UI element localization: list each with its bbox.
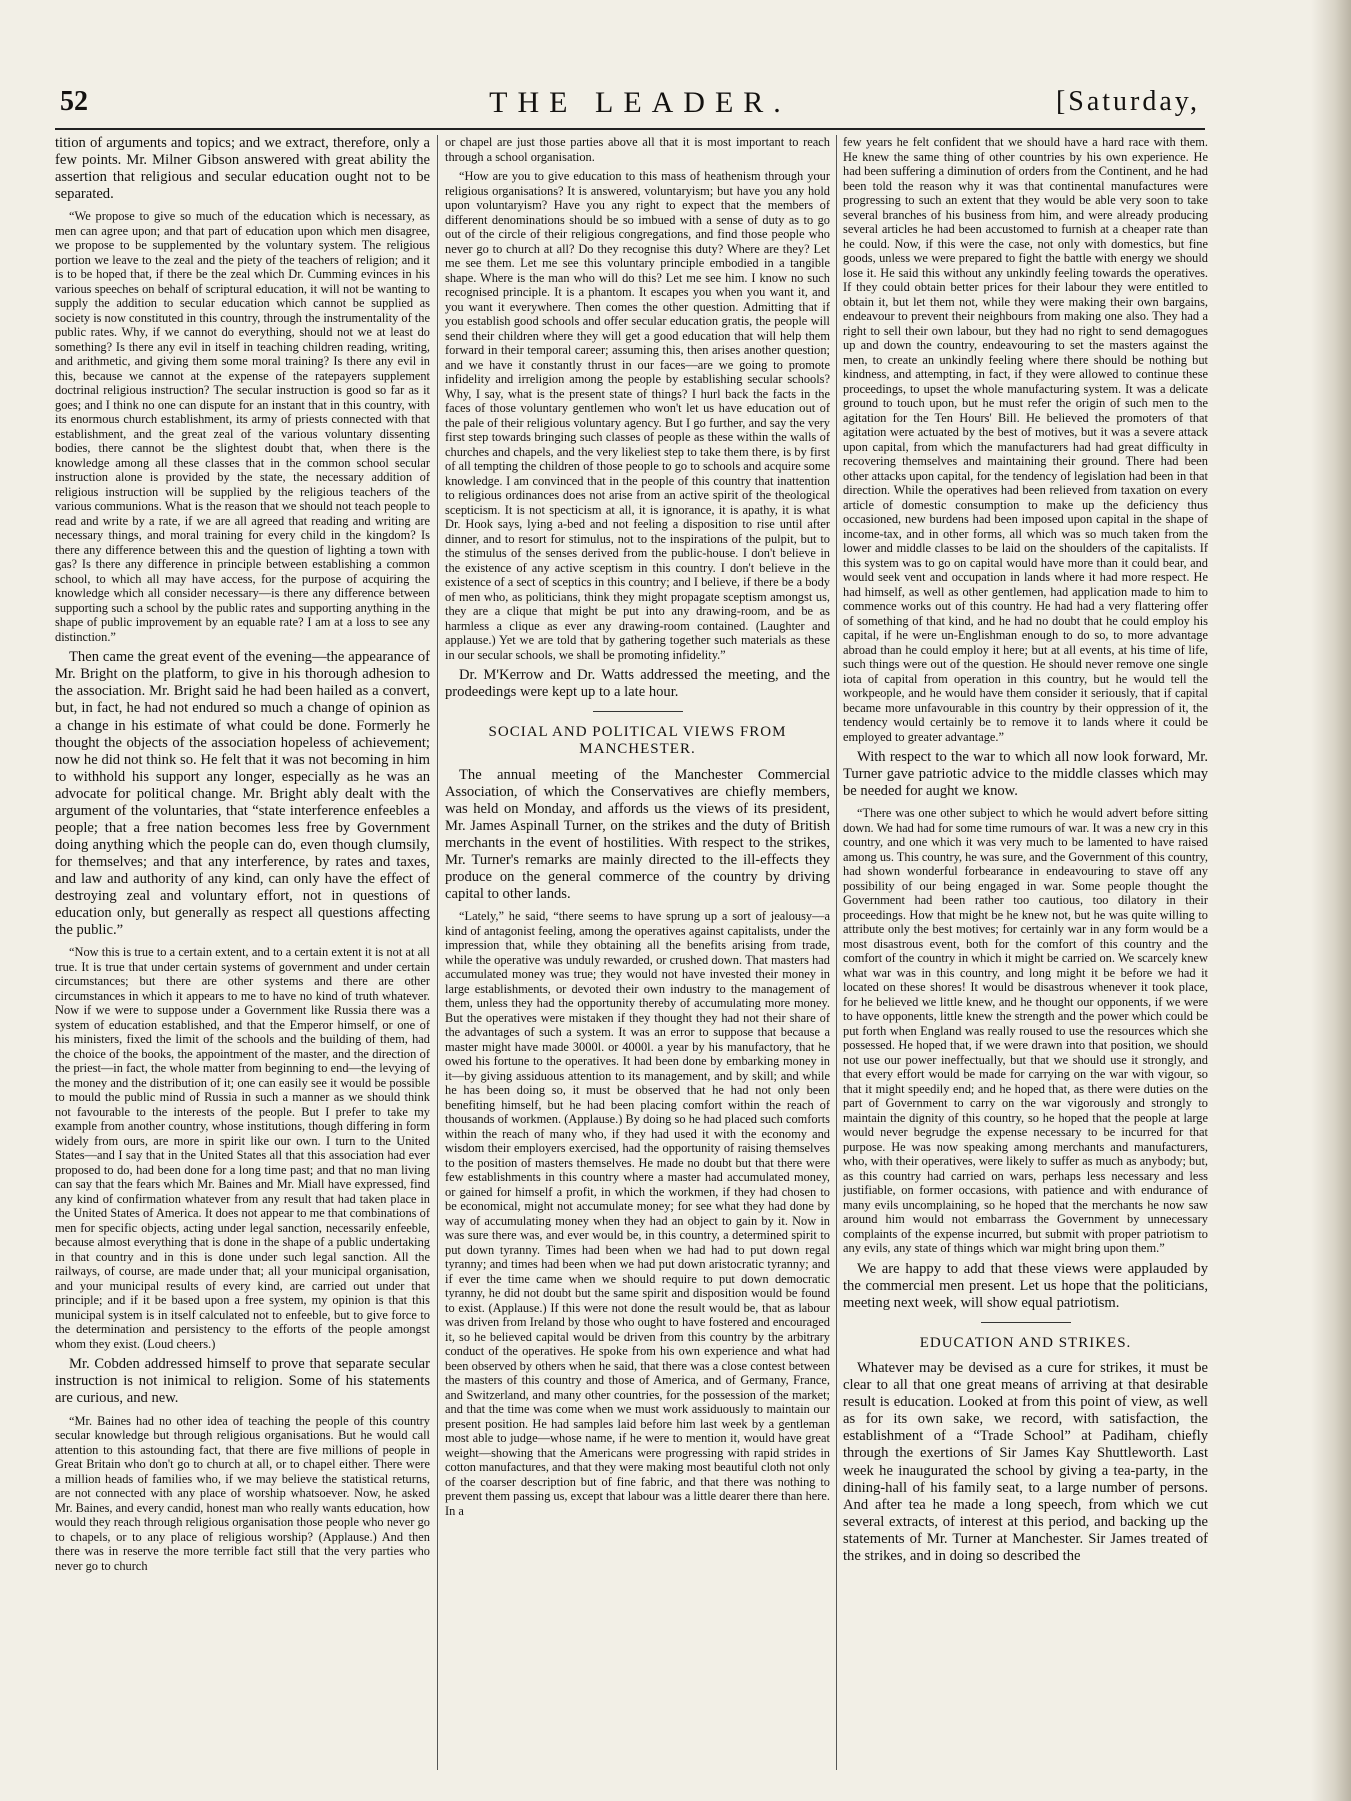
column-divider-2 xyxy=(836,135,837,1770)
section-rule xyxy=(593,711,683,712)
quoted-paragraph: “There was one other subject to which he would advert before sitting down. We had had for some time rumours of war. It was a new cry in this country, and one which it was very much to be lamented to have raised among us. This country, he was sure, and the Government of this country, had shown wonderful forbearance in endeavouring to stave off any possibility of our being engaged in war. Some people thought the Government had been rather too cautious, too dilatory in their proceedings. How that might be he knew not, but he was quite willing to attribute only the best motives; for certainly war in any form would be a most disastrous event, both for the comfort of this country and the comfort of the country in which it might be carried on. We scarcely knew what war was in this country, and long might it be before we had it located on these shores! It would be disastrous whenever it took place, for he believed we little knew, and he thought our opponents, if we were to have opponents, little knew the strength and the power which could be put forth when England was really roused to use the resources which she possessed. He hoped that, if we were drawn into that position, we should not use our power ineffectually, but that we should use it strongly, and that every effort would be made for carrying on the war with vigour, so that it might speedily end; and he hoped that, as there were duties on the part of Government to carry on the war vigorously and strongly to maintain the dignity of this country, so he hoped that the people at large would never begrudge the expense necessary to be incurred for that purpose. He was now speaking among merchants and manufacturers, who, with their operatives, were likely to suffer as much as anybody; but, as this country had carried on wars, perhaps less necessary and less justifiable, on former occasions, with patience and with endurance of many evils uncomplaining, so he hoped that the merchants he now saw around him would not embarrass the Government by unnecessary complaints of the expense incurred, but submit with proper patriotism to any evils, any state of things which war might bring upon them.” xyxy=(843,806,1208,1256)
issue-day: [Saturday, xyxy=(1055,86,1200,117)
quoted-paragraph: “Now this is true to a certain extent, and to a certain extent it is not at all true. It is true that under certain systems of government and under certain circumstances; but there are other systems and there are other circumstances in which it appears to me to have no kind of truth whatever. Now if we were to suppose under a Government like Russia there was a system of education established, and that the Emperor himself, or one of his ministers, fixed the limit of the schools and the building of them, had the choice of the books, the appointment of the master, and the direction of the priest—in fact, the whole matter from beginning to end—the levying of the money and the distribution of it; one can easily see it would be possible to mould the public mind of Russia in such a manner as we should think not favourable to the interests of the people. But I prefer to take my example from another country, whose institutions, though differing in form widely from ours, are more in spirit like our own. I turn to the United States—and I say that in the United States all that this association had ever proposed to do, had been done for a long time past; and that no man living can say that the fears which Mr. Baines and Mr. Miall have expressed, find any kind of confirmation whatever from any result that had taken place in the United States of America. It does not appear to me that combinations of men for specific objects, acting under legal sanction, necessarily enfeeble, because almost everything that is done in the shape of a public undertaking in that country and in this is done under such legal sanction. All the railways, of course, are made under that; all your municipal organisation, and your municipal results of every kind, are carried out under that principle; and if it be based upon a free system, my opinion is that this municipal system is in itself calculated not to enfeeble, but to give force to the determination and persistency to the efforts of the people amongst whom they exist. (Loud cheers.) xyxy=(55,945,430,1351)
column-3 xyxy=(843,135,1208,1770)
paragraph: Then came the great event of the evening—the appearance of Mr. Bright on the platform, to give in his thorough adhesion to the association. Mr. Bright said he had been hailed as a convert, but, in fact, he had not endured so much a change of opinion as a change in his estimate of what could be done. Formerly he thought the objects of the association hopeless of achievement; now he did not think so. He felt that it was not becoming in him to withhold his support any longer, especially as he was an advocate for political change. Mr. Bright ably dealt with the argument of the voluntaries, that “state interference enfeebles a people; that a free nation becomes less free by Government doing anything which the people can do, even though clumsily, for themselves; and that any interference, by rates and taxes, and law and authority of any kind, can only have the effect of destroying zeal and voluntary effort, not in questions of education only, but generally as respect all questions affecting the public.” xyxy=(55,649,430,939)
paragraph: Whatever may be devised as a cure for strikes, it must be clear to all that one great means of arriving at that desirable result is education. Looked at from this point of view, as well as for its own sake, we record, with satisfaction, the establishment of a “Trade School” at Padiham, chiefly through the exertions of Sir James Kay Shuttleworth. Last week he inaugurated the school by giving a tea-party, in the dining-hall of his family seat, to a large number of persons. And after tea he made a long speech, from which we cut several extracts, of interest at this period, and backing up the statements of Mr. Turner at Manchester. Sir James treated of the strikes, and in doing so described the xyxy=(843,1360,1208,1564)
quoted-paragraph: “Mr. Baines had no other idea of teaching the people of this country secular knowledge but through religious organisations. But he would call attention to this astounding fact, that there are five millions of people in Great Britain who don't go to church at all, or to chapel either. There were a million heads of families who, if we may believe the statistical returns, are not connected with any place of worship whatsoever. Now, he asked Mr. Baines, and every candid, honest man who really wants education, how would they reach through religious organisation those people who never go to chapels, or to any place of religious worship? (Applause.) And then there was in reserve the more terrible fact still that the very parties who never go to church xyxy=(55,1413,430,1573)
paragraph: tition of arguments and topics; and we extract, therefore, only a few points. Mr. Milner Gibson answered with great ability the assertion that religious and secular education ought not to be separated. xyxy=(55,135,430,203)
column-2 xyxy=(445,135,830,1770)
paragraph: The annual meeting of the Manchester Commercial Association, of which the Conservatives are chiefly members, was held on Monday, and affords us the views of its president, Mr. James Aspinall Turner, on the strikes and the duty of British merchants in the event of hostilities. With respect to the strikes, Mr. Turner's remarks are mainly directed to the ill-effects they produce on the general commerce of the country by driving capital to other lands. xyxy=(445,766,830,903)
quoted-paragraph: few years he felt confident that we should have a hard race with them. He knew the same thing of other countries by his own experience. He had been suffering a diminution of orders from the Continent, and he had been told the reason why it was that continental manufactures were progressing to such an extent that they would be able very soon to take several branches of his business from him, and were already producing several articles he had been accustomed to furnish at a cheaper rate than he could. Now, if this were the case, not only with domestics, but fine goods, unless we were prepared to fight the battle with energy we should lose it. He said this without any unkindly feeling towards the operatives. If they could obtain better prices for their labour they were entitled to obtain it, but let them not, while they were making their own bargains, endeavour to prevent their neighbours from making one also. They had a right to sell their own labour, but they had no right to send demagogues up and down the country, endeavouring to set the masters against the men, to create an unkindly feeling where there should be nothing but kindness, and attempting, in fact, if they were allowed to continue these proceedings, to upset the whole manufacturing system. It was a delicate ground to touch upon, but he must refer the origin of such men to the agitation for the Ten Hours' Bill. He believed the promoters of that agitation were actuated by the best of motives, but it was a severe attack upon capital, from which the manufacturers had had great difficulty in recovering themselves and maintaining their ground. There had been other attacks upon capital, for the tendency of legislation had been in that direction. While the operatives had been relieved from taxation on every article of domestic consumption to make up the deficiency thus occasioned, new burdens had been imposed upon capital in the shape of income-tax, and in other forms, all which was so much taken from the lower and middle classes to be laid on the shoulders of the capitalists. If this system was to go on capital would have more than it could bear, and would seek vent and occupation in lands where it had more respect. He had himself, as well as other gentlemen, had application made to him to commence works out of this country. He had had a very flattering offer of something of that kind, and he had no doubt that he could employ his capital, if he were un-Englishman enough to do so, to more advantage abroad than he could employ it here; but at all events, at his time of life, such things were out of the question. He should never remove one single iota of capital from operation in this country, but he would tell the workpeople, and he would have them consider it seriously, that if capital became more unfavourable in this country by their oppression of it, the tendency would certainly be to remove it to lands where it could be employed to greater advantage.” xyxy=(843,135,1208,744)
paragraph: We are happy to add that these views were applauded by the commercial men present. Let us hope that the politicians, meeting next week, will show equal patriotism. xyxy=(843,1260,1208,1311)
quoted-paragraph: “Lately,” he said, “there seems to have sprung up a sort of jealousy—a kind of antagonist feeling, among the operatives against capitalists, under the impression that, while they obtaining all the benefits arising from trade, while the operative was unduly rewarded, or crushed down. That masters had accumulated money was true; they would not have invested their money in large establishments, or devoted their own industry to the management of them, unless they had the opportunity thereby of accumulating more money. But the operatives were mistaken if they thought they had not their share of the advantages of such a system. It was an error to suppose that because a master might have made 3000l. or 4000l. a year by his manufactory, that he owed his fortune to the operatives. It had been done by embarking money in it—by giving assiduous attention to its management, and by skill; and while he has been doing so, it must be observed that he had not only been benefiting himself, but he had been placing comfort within the reach of thousands of workmen. (Applause.) By doing so he had placed such comforts within the reach of many who, if they had used it with the economy and wisdom their employers exercised, had the opportunity of raising themselves to the position of masters themselves. He made no doubt but that there were few establishments in this country where a master had accumulated money, or gained for himself a profit, in which the workmen, if they had chosen to be economical, might not accumulate money; for see what they had done by way of accumulating money when they had an object to gain by it. Now in was sure there was, and ever would be, in this country, a determined spirit to put down tyranny. Times had been when we had had to put down regal tyranny; and times had been when we had put down aristocratic tyranny; and if ever the time came when we should require to put down democratic tyranny, he did not doubt but the same spirit and disposition would be found to exist. (Applause.) If this were not done the result would be, that as labour was driven from Ireland by those who ought to have fostered and encouraged it, so he believed capital would be driven from this country by the arbitrary conduct of the operatives. He spoke from his own experience and what had been observed by others when he said, that there was a close contest between the masters of this country and those of America, and of Germany, France, and Switzerland, and many other countries, for the possession of the market; and that the time was come when we must work assiduously to maintain our present position. He had samples laid before him last week by a gentleman most able to judge—whose name, if he were to mention it, would have great weight—showing that the Americans were progressing with rapid strides in cotton manufactures, and that they were making most beautiful cloth not only of the coarser description but of fine fabric, and that there was nothing to prevent them passing us, except that labour was a little dearer there than here. In a xyxy=(445,909,830,1518)
quoted-paragraph: or chapel are just those parties above all that it is most important to reach through a school organisation. xyxy=(445,135,830,164)
column-1 xyxy=(55,135,430,1770)
paragraph: Mr. Cobden addressed himself to prove that separate secular instruction is not inimical to religion. Some of his statements are curious, and new. xyxy=(55,1356,430,1407)
article-heading: EDUCATION AND STRIKES. xyxy=(919,1334,1132,1351)
section-rule xyxy=(981,1322,1071,1323)
scan-edge xyxy=(1311,0,1351,1801)
header-rule xyxy=(55,128,1205,130)
article-heading: SOCIAL AND POLITICAL VIEWS FROM MANCHESTER. xyxy=(488,724,787,758)
page-header xyxy=(50,86,1210,126)
paragraph: With respect to the war to which all now look forward, Mr. Turner gave patriotic advice to the middle classes which may be needed for aught we know. xyxy=(843,749,1208,800)
quoted-paragraph: “How are you to give education to this mass of heathenism through your religious organisations? It is answered, voluntaryism; but have you any hold upon voluntaryism? Have you any right to expect that the members of different denominations should be so imbued with a sense of duty as to go out of the circle of their religious congregations, and find those people who never go to church at all? Do they recognise this duty? Where are they? Let me see them. Let me see this voluntary principle embodied in a tangible shape. Where is the man who will do this? Let me see him. I know no such recognised principle. It is a phantom. It escapes you when you want it, and you want it everywhere. Then comes the other question. Admitting that if you establish good schools and offer secular education gratis, the people will send their children where they will get a good education that will help them forward in their temporal career; assuming this, then arises another question; and we have it constantly thrust in our faces—are we going to promote infidelity and irreligion among the people by establishing secular schools? Why, I say, what is the present state of things? I hurl back the facts in the faces of those voluntary gentlemen who won't let us have education out of the pale of their religious voluntary agency. But I go further, and say the very first step towards bringing such classes of people as these within the walls of churches and chapels, and the very likeliest step to take them there, is by first of all tempting the children of those people to go to schools and acquire some knowledge. I am convinced that in the people of this country that inattention to religious ordinances does not arise from an active spirit of the theological scepticism. It is not specticism at all, it is ignorance, it is apathy, it is what Dr. Hook says, lying a-bed and not feeling a disposition to rise until after dinner, and to resort for stimulus, not to the inspirations of the pulpit, but to the stimulus of the senses derived from the public-house. I don't believe in the existence of any active sceptism in this country. I don't believe in the existence of a sect of sceptics in this country; and I believe, if there be a body of men who, as politicians, think they might propagate sceptism amongst us, they are a clique that might be put into any drawing-room, and be as harmless a clique as ever any drawing-room contained. (Laughter and applause.) Yet we are told that by gathering together such materials as these in our secular schools, we shall be promoting infidelity.” xyxy=(445,169,830,662)
quoted-paragraph: “We propose to give so much of the education which is necessary, as men can agree upon; and that part of education upon which men disagree, we propose to be supplemented by the voluntary system. The religious portion we leave to the zeal and the piety of the teachers of religion; and it is to be hoped that, if there be the zeal which Dr. Cumming evinces in his various speeches on behalf of scriptural education, it will not be wanting to supply the addition to secular education which cannot be supplied as society is now constituted in this country, through the instrumentality of the public rates. Why, if we cannot do everything, should not we at least do something? Is there any evil in itself in teaching children reading, writing, and arithmetic, and giving them some moral training? Is there any evil in this, because we cannot at the expense of the ratepayers supplement doctrinal religious instruction? The secular instruction is good so far as it goes; and I think no one can dispute for an instant that in this country, with its enormous church establishment, its army of priests connected with that establishment, and the great zeal of the various voluntary dissenting bodies, there cannot be the slightest doubt that, when there is the knowledge among all these classes that in the common school secular instruction alone is provided by the state, the necessary addition of religious instruction will be supplied by the religious teachers of the various communions. What is the reason that we should not teach people to read and write by a rate, if we are all agreed that reading and writing are necessary things, and moral training for every child in the kingdom? Is there any difference between this and the question of lighting a town with gas? Is there any difference in principle between establishing a common school, to which all may have access, for the purpose of acquiring the knowledge which all consider necessary—is there any difference between supporting such a school by the public rates and supporting anything in the shape of public improvement by an equable rate? I am at a loss to see any distinction.” xyxy=(55,209,430,644)
column-divider-1 xyxy=(437,135,438,1770)
masthead-title: THE LEADER. xyxy=(489,86,791,119)
paragraph: Dr. M'Kerrow and Dr. Watts addressed the meeting, and the prodeedings were kept up to a late hour. xyxy=(445,667,830,701)
page-number: 52 xyxy=(60,86,88,117)
